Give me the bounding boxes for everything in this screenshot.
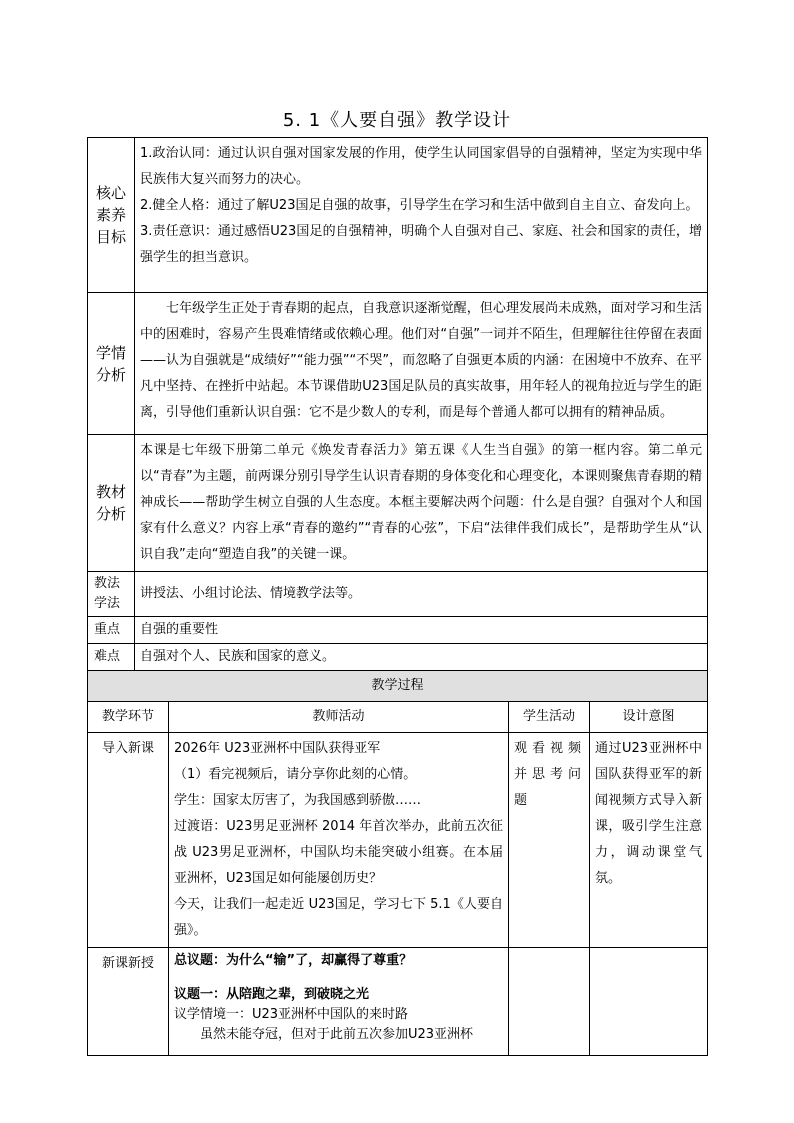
methods-label-line: 学法: [94, 596, 121, 611]
material-label: [88, 435, 135, 572]
methods-text: 讲授法、小组讨论法、情境教学法等。: [140, 586, 362, 601]
teacher-context: 议学情境一：U23亚洲杯中国队的来时路: [174, 1007, 409, 1022]
teacher-line: 今天，让我们一起走近 U23国足，学习七下 5.1《人要自强》。: [174, 897, 503, 938]
process-section-row: [88, 671, 708, 702]
students-label-line: 学情: [95, 343, 126, 362]
teacher-line: 过渡语：U23男足亚洲杯 2014 年首次举办，此前五次征战 U23男足亚洲杯，中国队均未能突破小组赛。在本届亚洲杯，U23国足如何能屡创历史？: [174, 819, 503, 886]
student-activity-cell: 观看视频并思考问题: [509, 733, 590, 948]
goals-label-line: 素养: [95, 206, 126, 224]
methods-row: [88, 572, 708, 617]
design-intent-cell: [590, 948, 708, 1056]
process-header-row: [88, 702, 708, 733]
key-point-label: 重点: [88, 617, 135, 644]
header-stage: 教学环节: [88, 702, 169, 733]
goal-item: 1.政治认同：通过认识自强对国家发展的作用，使学生认同国家倡导的自强精神，坚定为实现中华民族伟大复兴而努力的决心。: [140, 146, 703, 187]
lesson-plan-table: [87, 137, 708, 1056]
teacher-line: 2026年 U23亚洲杯中国队获得亚军: [174, 741, 381, 756]
material-content: [135, 435, 708, 572]
material-text: 本课是七年级下册第二单元《焕发青春活力》第五课《人生当自强》的第一框内容。第二单元以“青春”为主题，前两课分别引导学生认识青春期的身体变化和心理变化，本课则聚焦青春期的精神成长——帮助学生树立自强的人生态度。本框主要解决两个问题：什么是自强？自强对个人和国家有什么意义？内容上承“青春的邀约”“青春的心弦”，下启“法律伴我们成长”，是帮助学生从“认识自我”走向“塑造自我”的关键一课。: [140, 443, 703, 562]
goals-content: [135, 138, 708, 293]
methods-content: [135, 572, 708, 617]
teacher-activity-cell: [169, 733, 509, 948]
students-content: [135, 293, 708, 435]
material-label-line: 分析: [95, 505, 126, 523]
goals-label: [88, 138, 135, 293]
stage-cell: 导入新课: [88, 733, 169, 948]
teacher-line: 学生：国家太厉害了，为我国感到骄傲……: [174, 793, 422, 808]
blank-line: [174, 971, 503, 985]
students-label-line: 分析: [95, 365, 126, 384]
students-row: [88, 293, 708, 435]
process-row-new: [88, 948, 708, 1056]
teacher-subtopic: 议题一：从陪跑之辈，到破晓之光: [174, 987, 370, 1002]
document-title: 5. 1《人要自强》教学设计: [282, 110, 512, 131]
teacher-line: （1）看完视频后，请分享你此刻的心情。: [174, 767, 417, 782]
goal-item: 3.责任意识：通过感悟U23国足的自强精神，明确个人自强对自己、家庭、社会和国家的责任，增强学生的担当意识。: [140, 224, 703, 265]
difficulty-label: 难点: [88, 644, 135, 671]
key-point-content: 自强的重要性: [135, 617, 708, 644]
goal-item: 2.健全人格：通过了解U23国足自强的故事，引导学生在学习和生活中做到自主自立、奋发向上。: [140, 198, 699, 213]
students-label: [88, 293, 135, 435]
teacher-paragraph: 虽然未能夺冠，但对于此前五次参加U23亚洲杯: [200, 1027, 474, 1042]
header-intent: 设计意图: [590, 702, 708, 733]
methods-label-line: 教法: [94, 576, 121, 591]
header-teacher: 教师活动: [169, 702, 509, 733]
stage-cell: 新课新授: [88, 948, 169, 1056]
methods-label: [88, 572, 135, 617]
header-student: 学生活动: [509, 702, 590, 733]
material-label-line: 教材: [95, 483, 126, 501]
goals-row: [88, 138, 708, 293]
teacher-topic: 总议题：为什么“输”了，却赢得了尊重？: [174, 953, 413, 968]
design-intent-cell: 通过U23亚洲杯中国队获得亚军的新闻视频方式导入新课，吸引学生注意力，调动课堂气氛。: [590, 733, 708, 948]
difficulty-row: [88, 644, 708, 671]
material-row: [88, 435, 708, 572]
process-row-intro: [88, 733, 708, 948]
process-section-title: 教学过程: [88, 671, 708, 702]
difficulty-content: 自强对个人、民族和国家的意义。: [135, 644, 708, 671]
goals-label-line: 目标: [95, 228, 126, 246]
students-text: 七年级学生正处于青春期的起点，自我意识逐渐觉醒，但心理发展尚未成熟，面对学习和生活中的困难时，容易产生畏难情绪或依赖心理。他们对“自强”一词并不陌生，但理解往往停留在表面——认为自强就是“成绩好”“能力强”“不哭”，而忽略了自强更本质的内涵：在困境中不放弃、在平凡中坚持、在挫折中站起。本节课借助U23国足队员的真实故事，用年轻人的视角拉近与学生的距离，引导他们重新认识自强：它不是少数人的专利，而是每个普通人都可以拥有的精神品质。: [140, 301, 703, 420]
key-point-row: [88, 617, 708, 644]
student-activity-cell: [509, 948, 590, 1056]
goals-label-line: 核心: [95, 184, 126, 202]
teacher-activity-cell: [169, 948, 509, 1056]
